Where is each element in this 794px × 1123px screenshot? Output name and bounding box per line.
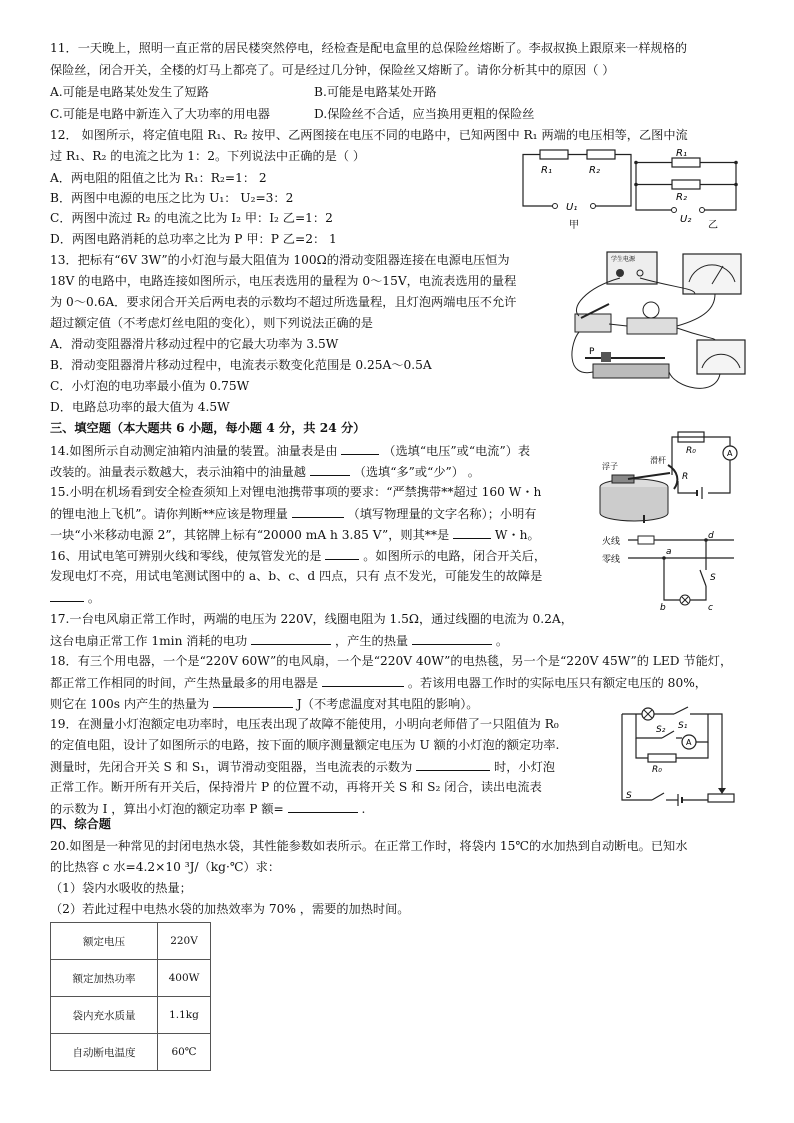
fuse [638,536,654,544]
table-cell-value: 60℃ [158,1034,211,1071]
r0-label: R₀ [686,446,696,456]
q18-blank-1[interactable] [322,674,404,687]
q18-blank-2[interactable] [213,695,293,708]
table-cell-value: 220V [158,923,211,960]
rheostat [708,794,734,802]
q18-line3 [50,695,479,712]
r1-label: R₁ [676,148,687,159]
q14-text-2b: （选填“多”或“少”） 。 [353,465,480,479]
point-c: c [708,603,713,610]
q12-stem-line1: 12． 如图所示，将定值电阻 R₁、R₂ 按甲、乙两图接在电压不同的电路中，已知两图中 R₁ 两端的电压相等，乙图中流 [50,128,688,142]
q13-stem-line4: 超过额定值（不考虑灯丝电阻的变化），则下列说法正确的是 [50,316,373,330]
q16-line1 [50,547,546,564]
live-wire-label: 火线 [602,537,621,547]
q12-circuit-jia [515,142,640,232]
voltmeter [683,254,741,294]
point-d: d [708,531,714,541]
table-cell-key: 额定电压 [51,923,158,960]
q15-line2 [50,505,536,522]
q19-text-5a: 的示数为 I ，算出小灯泡的额定功率 P 额= [50,802,284,816]
q15-text-2b: （填写物理量的文字名称）；小明有 [347,507,537,521]
q14-line2 [50,463,480,480]
r1-label: R₁ [541,165,552,176]
q13-circuit-apparatus [565,248,751,400]
q19-line5 [50,800,365,817]
r0-resistor [648,754,676,762]
q16-blank-2[interactable] [50,589,84,602]
s1-label: S₁ [678,721,688,731]
ammeter-label: A [727,449,733,458]
table-row [51,960,211,997]
slider-label: P [589,347,595,357]
q16-household-circuit [598,530,738,610]
q17-line2 [50,632,508,649]
q18-text-2b: 。若该用电器工作时的实际电压只有额定电压的 80%， [407,676,707,690]
table-row [51,997,211,1034]
r2-resistor [587,150,615,159]
q16-blank-1[interactable] [325,547,359,560]
point-a: a [666,547,672,557]
neutral-wire-label: 零线 [602,555,621,565]
r2-resistor [672,180,700,189]
q12-option-b: B．两图中电源的电压之比为 U₁： U₂=3：2 [50,191,294,205]
q15-line3 [50,526,540,543]
q13-stem-line1: 13．把标有“6V 3W”的小灯泡与最大阻值为 100Ω的滑动变阻器连接在电源电压恒为 [50,253,510,267]
q17-text-2a: 这台电扇正常工作 1min 消耗的电功 [50,634,248,648]
q17-text-2c: 。 [495,634,509,648]
switch [575,314,611,332]
bulb-holder [627,318,677,334]
r1-resistor [672,158,700,167]
u1-label: U₁ [566,202,578,213]
q13-stem-line3: 为 0～0.6A．要求闭合开关后两电表的示数均不超过所选量程，且灯泡两端电压不允许 [50,295,517,309]
q11-option-b: B.可能是电路某处开路 [314,85,437,99]
q18-line1: 18．有三个用电器，一个是“220V 60W”的电风扇，一个是“220V 40W”的电热毯，另一个是“220V 45W”的 LED 节能灯， [50,654,733,668]
q17-line1: 17.一台电风扇正常工作时，两端的电压为 220V，线圈电阻为 1.5Ω，通过线圈的电流为 0.2A， [50,612,573,626]
ammeter-label: A [686,738,692,747]
q14-blank-1[interactable] [341,442,379,455]
r0-label: R₀ [652,765,662,775]
q19-line3 [50,758,555,775]
switch-s [652,793,664,800]
q11-stem-line1: 11．一天晚上，照明一直正常的居民楼突然停电，经检查是配电盒里的总保险丝熔断了。李叔叔换上跟原来一样规格的 [50,41,688,55]
q13-option-d: D．电路总功率的最大值为 4.5W [50,400,230,414]
q14-oil-gauge-diagram [598,425,748,525]
table-cell-value: 1.1kg [158,997,211,1034]
q17-text-2b: ，产生的热量 [335,634,409,648]
q19-line4: 正常工作。断开所有开关后，保持滑片 P 的位置不动，再将开关 S 和 S₂ 闭合，读出电流表 [50,780,542,794]
float-label: 浮子 [602,462,618,471]
q18-text-3b: J（不考虑温度对其电阻的影响）。 [296,697,479,711]
oil-tank [600,487,668,521]
q14-text-2a: 改装的。油量表示数越大，表示油箱中的油量越 [50,465,306,479]
table-row [51,923,211,960]
q19-text-3a: 测量时，先闭合开关 S 和 S₁，调节滑动变阻器，当电流表的示数为 [50,760,413,774]
q20-line2: 的比热容 c 水=4.2×10 ³J/（kg·℃）求： [50,860,281,874]
switch-s [700,570,706,586]
q18-text-3a: 则它在 100s 内产生的热量为 [50,697,210,711]
table-cell-key: 额定加热功率 [51,960,158,997]
q15-line1: 15.小明在机场看到安全检查须知上对锂电池携带事项的要求：“严禁携带**超过 160 W・h [50,485,542,499]
q15-text-3a: 一块“小米移动电源 2”，其铭牌上标有“20000 mA h 3.85 V”，则其**是 [50,528,450,542]
q13-option-b: B．滑动变阻器滑片移动过程中，电流表示数变化范围是 0.25A～0.5A [50,358,432,372]
q17-blank-2[interactable] [412,632,492,645]
u2-label: U₂ [680,214,692,225]
q13-option-c: C．小灯泡的电功率最小值为 0.75W [50,379,250,393]
q19-text-3b: 时，小灯泡 [494,760,555,774]
q11-option-d: D.保险丝不合适，应当换用更粗的保险丝 [314,107,535,121]
q12-circuit-yi [628,142,746,232]
q18-text-2a: 都正常工作相同的时间，产生热量最多的用电器是 [50,676,319,690]
table-cell-key: 袋内充水质量 [51,997,158,1034]
switch-s1 [674,707,688,714]
q12-option-c: C．两图中流过 R₂ 的电流之比为 I₂ 甲：I₂ 乙=1：2 [50,211,333,225]
q13-option-a: A．滑动变阻器滑片移动过程中的它最大功率为 3.5W [50,337,339,351]
section-3-heading: 三、填空题（本大题共 6 小题，每小题 4 分，共 24 分） [50,421,366,435]
r-label: R [682,472,689,482]
s2-label: S₂ [656,725,666,735]
q19-blank-1[interactable] [416,758,490,771]
q20-line1: 20.如图是一种常见的封闭电热水袋，其性能参数如表所示。在正常工作时，将袋内 15℃的水加热到自动断电。已知水 [50,839,688,853]
lever-label: 滑杆 [650,456,666,465]
q18-line2 [50,674,707,691]
q11-option-c: C.可能是电路中新连入了大功率的用电器 [50,107,270,121]
q19-line2: 的定值电阻，设计了如图所示的电路，按下面的顺序测量额定电压为 U 额的小灯泡的额定功率. [50,738,560,752]
yi-label: 乙 [708,220,718,231]
q16-text-1b: 。如图所示的电路，闭合开关后， [363,549,547,563]
q16-text-1a: 16、用试电笔可辨别火线和零线，使氖管发光的是 [50,549,322,563]
q11-option-a: A.可能是电路某处发生了短路 [50,85,209,99]
q15-blank-1[interactable] [292,505,344,518]
jia-label: 甲 [569,220,579,231]
q15-text-2a: 的锂电池上飞机”。请你判断**应该是物理量 [50,507,288,521]
q20-spec-table [50,922,211,1071]
section-4-heading: 四、综合题 [50,817,111,831]
r2-label: R₂ [676,192,687,203]
ammeter [697,340,745,374]
rheostat [593,364,669,378]
bulb [643,302,659,318]
q20-part1: （1）袋内水吸收的热量； [50,881,192,895]
q16-line2: 发现电灯不亮，用试电笔测试图中的 a、b、c、d 四点，只有 点不发光，可能发生的故障是 [50,569,543,583]
table-row [51,1034,211,1071]
q19-line1: 19．在测量小灯泡额定电功率时，电压表出现了故障不能使用，小明向老师借了一只阻值为 R₀ [50,717,559,731]
q19-circuit [612,702,738,810]
power-supply-label: 学生电源 [611,256,636,263]
q14-text-1a: 14.如图所示自动测定油箱内油量的装置。油量表是由 [50,444,338,458]
switch-label: S [710,573,716,583]
q20-part2: （2）若此过程中电热水袋的加热效率为 70% ，需要的加热时间。 [50,902,410,916]
q15-text-3b: W・h。 [494,528,540,542]
table-cell-key: 自动断电温度 [51,1034,158,1071]
q15-blank-2[interactable] [453,526,491,539]
r1-resistor [540,150,568,159]
rheostat-r [668,465,677,489]
point-b: b [660,603,666,610]
q17-blank-1[interactable] [251,632,331,645]
q12-option-d: D．两图电路消耗的总功率之比为 P 甲：P 乙=2： 1 [50,232,337,246]
q16-line3 [50,589,100,606]
q11-stem-line2: 保险丝，闭合开关，全楼的灯马上都亮了。可是经过几分钟，保险丝又熔断了。请你分析其中的原因（ ） [50,63,615,77]
q14-blank-2[interactable] [310,463,350,476]
q14-text-1b: （选填“电压”或“电流”）表 [383,444,531,458]
q14-line1 [50,442,530,459]
q19-blank-2[interactable] [288,800,358,813]
q16-text-3: 。 [87,591,101,605]
table-cell-value: 400W [158,960,211,997]
s-label: S [626,791,632,801]
q13-stem-line2: 18V 的电路中，电路连接如图所示，电压表选用的量程为 0～15V，电流表选用的量程 [50,274,517,288]
r2-label: R₂ [589,165,600,176]
q19-text-5b: . [361,802,366,816]
q12-stem-line2: 过 R₁、R₂ 的电流之比为 1：2。下列说法中正确的是（ ） [50,149,366,163]
q12-option-a: A．两电阻的阻值之比为 R₁：R₂=1： 2 [50,171,267,185]
